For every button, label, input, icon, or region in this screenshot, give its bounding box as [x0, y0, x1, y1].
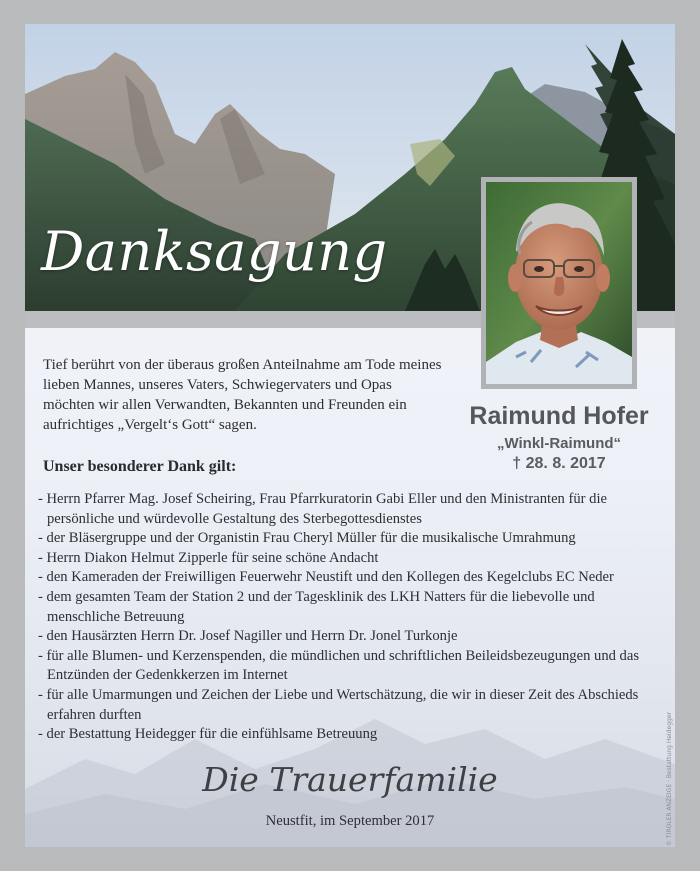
family-signature: Die Trauerfamilie: [202, 760, 498, 799]
portrait-photo: [486, 182, 632, 384]
obituary-card: [25, 24, 675, 847]
banner-title: Danksagung: [41, 220, 388, 283]
thanks-list: [38, 490, 668, 745]
thanks-item: - der Bläsergruppe und der Organistin Frau Cheryl Müller für die musikalische Umrahmung: [38, 529, 668, 549]
deceased-name: Raimund Hofer: [469, 402, 649, 430]
thanks-item: - dem gesamten Team der Station 2 und der Tagesklinik des LKH Natters für die liebevolle und menschliche Betreuung: [38, 588, 668, 627]
thanks-item: - Herrn Diakon Helmut Zipperle für seine schöne Andacht: [38, 549, 668, 569]
intro-text: Tief berührt von der überaus großen Anteilnahme am Tode meines lieben Mannes, unseres Vaters, Schwiegervaters und Opas möchten wir allen Verwandten, Bekannten und Freunden ein aufrichtiges „Vergelt‘s Gott“ sagen.: [43, 357, 442, 433]
thanks-item: - für alle Umarmungen und Zeichen der Liebe und Wertschätzung, die wir in dieser Zeit des Abschieds erfahren durften: [38, 686, 668, 725]
deceased-nickname: „Winkl-Raimund“: [496, 435, 622, 452]
thanks-item: - den Kameraden der Freiwilligen Feuerwehr Neustift und den Kollegen des Kegelclubs EC Neder: [38, 568, 668, 588]
death-date: † 28. 8. 2017: [512, 455, 606, 472]
credit-text: © TIROLER ANZEIGE · Bestattung Heidegger: [666, 711, 673, 846]
thanks-heading: Unser besonderer Dank gilt:: [43, 458, 237, 475]
thanks-item: - den Hausärzten Herrn Dr. Josef Nagiller und Herrn Dr. Jonel Turkonje: [38, 627, 668, 647]
thanks-item: - Herrn Pfarrer Mag. Josef Scheiring, Frau Pfarrkuratorin Gabi Eller und den Ministranten für die persönliche und würdevolle Gestaltung des Sterbegottesdienstes: [38, 490, 668, 529]
thanks-item: - für alle Blumen- und Kerzenspenden, die mündlichen und schriftlichen Beileidsbezeugungen und das Entzünden der Gedenkkerzen im Internet: [38, 647, 668, 686]
place-date: Neustfit, im September 2017: [265, 813, 435, 829]
deceased-block: [443, 402, 675, 473]
thanks-item: - der Bestattung Heidegger für die einfühlsame Betreuung: [38, 725, 668, 745]
portrait-frame: [481, 177, 637, 389]
